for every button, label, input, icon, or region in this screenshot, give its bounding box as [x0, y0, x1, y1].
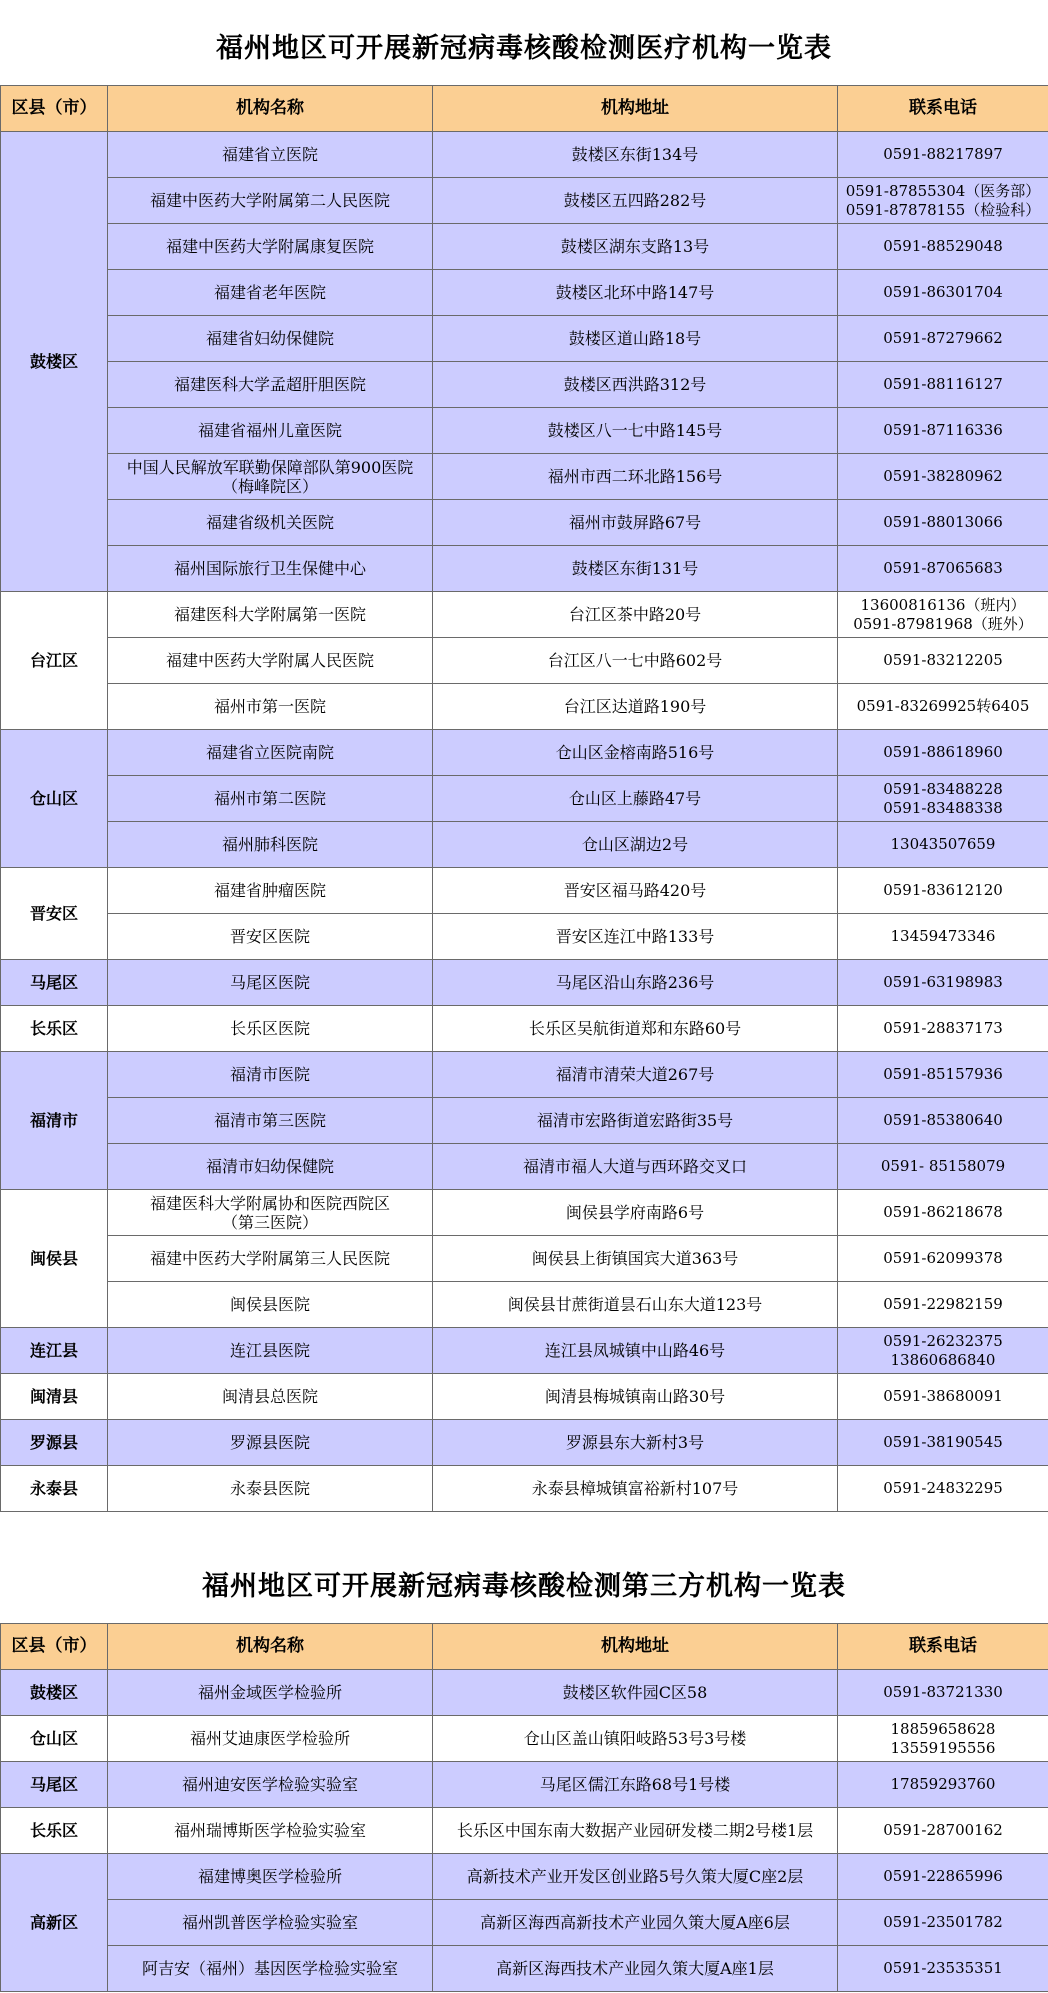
- institution-name-cell: [108, 960, 433, 1006]
- district-cell: 马尾区: [1, 960, 108, 1006]
- header-phone: 联系电话: [838, 86, 1048, 132]
- address-cell: 晋安区福马路420号: [433, 868, 838, 914]
- address-cell: 福清市宏路街道宏路街35号: [433, 1098, 838, 1144]
- institution-name-cell: [108, 592, 433, 638]
- table-row: [1, 1716, 1048, 1762]
- phone-cell: [838, 638, 1048, 684]
- institution-name-cell: [108, 270, 433, 316]
- phone-number: 0591-62099378: [883, 1249, 1003, 1267]
- phone-cell: [838, 960, 1048, 1006]
- phone-number: 0591-83721330: [883, 1683, 1003, 1701]
- address-cell: 福清市清荣大道267号: [433, 1052, 838, 1098]
- table-row: [1, 1420, 1048, 1466]
- institution-name: 福建医科大学附属第一医院: [173, 605, 366, 624]
- address-cell: 鼓楼区东街134号: [433, 132, 838, 178]
- address-cell: 连江县凤城镇中山路46号: [433, 1328, 838, 1374]
- phone-cell: [838, 1762, 1048, 1808]
- phone-cell: [838, 408, 1048, 454]
- institution-name: 福建中医药大学附属人民医院: [165, 651, 374, 670]
- phone-number: 17859293760: [890, 1775, 996, 1793]
- institution-name: 福建中医药大学附属第二人民医院: [149, 191, 390, 210]
- phone-number: 0591-86218678: [883, 1203, 1003, 1221]
- phone-number-line2: 0591-83488338: [883, 798, 1003, 817]
- address-cell: 福清市福人大道与西环路交叉口: [433, 1144, 838, 1190]
- institution-name: 福建博奥医学检验所: [197, 1867, 342, 1886]
- address-cell: 仓山区湖边2号: [433, 822, 838, 868]
- institution-name-cell: [108, 1052, 433, 1098]
- institution-name: 永泰县医院: [229, 1479, 310, 1498]
- district-cell: 闽清县: [1, 1374, 108, 1420]
- institution-name-cell: [108, 224, 433, 270]
- phone-cell: [838, 1282, 1048, 1328]
- table-row: [1, 592, 1048, 638]
- table-row: [1, 1900, 1048, 1946]
- institution-name: 福州金域医学检验所: [197, 1683, 342, 1702]
- institution-name-cell: [108, 868, 433, 914]
- phone-number: 0591-87855304（医务部）: [845, 181, 1041, 200]
- phone-number: 0591-22982159: [883, 1295, 1003, 1313]
- institution-name-cell: [108, 822, 433, 868]
- phone-number-line2: 0591-87981968（班外）: [853, 614, 1033, 633]
- phone-number: 18859658628: [890, 1719, 996, 1738]
- header-phone: 联系电话: [838, 1624, 1048, 1670]
- institution-name: 闽清县总医院: [221, 1387, 318, 1406]
- address-cell: 仓山区金榕南路516号: [433, 730, 838, 776]
- address-cell: 高新区海西技术产业园久策大厦A座1层: [433, 1946, 838, 1992]
- institution-name: 福州肺科医院: [221, 835, 318, 854]
- institution-name-cell: [108, 684, 433, 730]
- phone-number: 0591-23535351: [883, 1959, 1003, 1977]
- table-row: [1, 224, 1048, 270]
- institution-name: 福建省立医院南院: [205, 743, 334, 762]
- third-party-institutions-title: 福州地区可开展新冠病毒核酸检测第三方机构一览表: [202, 1571, 846, 1602]
- phone-number: 0591-83612120: [883, 881, 1003, 899]
- phone-number: 0591-38680091: [883, 1387, 1003, 1405]
- institution-name-cell: [108, 1236, 433, 1282]
- header-district: 区县（市）: [1, 86, 108, 132]
- institution-name: 马尾区医院: [229, 973, 310, 992]
- phone-cell: [838, 132, 1048, 178]
- institution-name: 罗源县医院: [229, 1433, 310, 1452]
- phone-cell: [838, 1098, 1048, 1144]
- address-cell: 鼓楼区北环中路147号: [433, 270, 838, 316]
- phone-number: 0591-88217897: [883, 145, 1003, 163]
- address-cell: 长乐区吴航街道郑和东路60号: [433, 1006, 838, 1052]
- phone-number: 13043507659: [890, 835, 996, 853]
- table-row: [1, 1052, 1048, 1098]
- phone-number: 0591-24832295: [883, 1479, 1003, 1497]
- table-row: [1, 914, 1048, 960]
- district-cell: 长乐区: [1, 1808, 108, 1854]
- phone-cell: [838, 1808, 1048, 1854]
- institution-name-cell: [108, 1466, 433, 1512]
- medical-institutions-table: [0, 85, 1048, 1512]
- table-row: [1, 1854, 1048, 1900]
- institution-name: 福州市第二医院: [213, 789, 326, 808]
- institution-name-cell: [108, 1374, 433, 1420]
- phone-cell: [838, 546, 1048, 592]
- table-row: [1, 638, 1048, 684]
- phone-number: 0591-85157936: [883, 1065, 1003, 1083]
- phone-number: 0591-88529048: [883, 237, 1003, 255]
- address-cell: 永泰县樟城镇富裕新村107号: [433, 1466, 838, 1512]
- institution-name-cell: [108, 1854, 433, 1900]
- medical-institutions-title: 福州地区可开展新冠病毒核酸检测医疗机构一览表: [216, 33, 832, 64]
- institution-name: 闽侯县医院: [229, 1295, 310, 1314]
- phone-cell: [838, 1144, 1048, 1190]
- institution-name: 中国人民解放军联勤保障部队第900医院: [126, 457, 414, 477]
- table-row: [1, 316, 1048, 362]
- district-cell: 鼓楼区: [1, 132, 108, 592]
- institution-name: 福州市第一医院: [213, 697, 326, 716]
- phone-number: 13600816136（班内）: [860, 595, 1026, 614]
- table-row: [1, 270, 1048, 316]
- address-cell: 马尾区沿山东路236号: [433, 960, 838, 1006]
- address-cell: 台江区八一七中路602号: [433, 638, 838, 684]
- address-cell: 仓山区上藤路47号: [433, 776, 838, 822]
- institution-name: 福建省立医院: [221, 145, 318, 164]
- table-row: [1, 1946, 1048, 1992]
- district-cell: 仓山区: [1, 1716, 108, 1762]
- institution-name: 福建省福州儿童医院: [197, 421, 342, 440]
- address-cell: 罗源县东大新村3号: [433, 1420, 838, 1466]
- address-cell: 福州市鼓屏路67号: [433, 500, 838, 546]
- institution-name-cell: [108, 132, 433, 178]
- phone-cell: [838, 1900, 1048, 1946]
- table-row: [1, 178, 1048, 224]
- institution-name: 福州国际旅行卫生保健中心: [173, 559, 366, 578]
- phone-number: 0591-38190545: [883, 1433, 1003, 1451]
- institution-name: 福建中医药大学附属康复医院: [165, 237, 374, 256]
- phone-cell: [838, 500, 1048, 546]
- phone-number-line2: 13860686840: [890, 1350, 996, 1369]
- district-cell: 仓山区: [1, 730, 108, 868]
- table-row: [1, 500, 1048, 546]
- phone-cell: [838, 1374, 1048, 1420]
- phone-cell: [838, 1190, 1048, 1236]
- phone-cell: [838, 454, 1048, 500]
- phone-number: 0591-86301704: [883, 283, 1003, 301]
- table-header-row: [1, 1624, 1048, 1670]
- table-row: [1, 1282, 1048, 1328]
- address-cell: 鼓楼区西洪路312号: [433, 362, 838, 408]
- table-row: [1, 1098, 1048, 1144]
- phone-number: 0591-88013066: [883, 513, 1003, 531]
- table-row: [1, 1144, 1048, 1190]
- phone-cell: [838, 822, 1048, 868]
- table-row: [1, 1236, 1048, 1282]
- institution-name-cell: [108, 730, 433, 776]
- district-cell: 鼓楼区: [1, 1670, 108, 1716]
- phone-number: 13459473346: [890, 927, 996, 945]
- institution-name-cell: [108, 1946, 433, 1992]
- table-row: [1, 1466, 1048, 1512]
- district-cell: 台江区: [1, 592, 108, 730]
- address-cell: 仓山区盖山镇阳岐路53号3号楼: [433, 1716, 838, 1762]
- institution-name: 福州凯普医学检验实验室: [181, 1913, 358, 1932]
- institution-name: 福清市医院: [229, 1065, 310, 1084]
- district-cell: 罗源县: [1, 1420, 108, 1466]
- address-cell: 鼓楼区湖东支路13号: [433, 224, 838, 270]
- institution-name-cell: [108, 454, 433, 500]
- address-cell: 高新技术产业开发区创业路5号久策大厦C座2层: [433, 1854, 838, 1900]
- phone-cell: [838, 684, 1048, 730]
- institution-name: 福建省级机关医院: [205, 513, 334, 532]
- header-name: 机构名称: [108, 86, 433, 132]
- institution-name: 福建医科大学孟超肝胆医院: [173, 375, 366, 394]
- address-cell: 马尾区儒江东路68号1号楼: [433, 1762, 838, 1808]
- institution-name-cell: [108, 1190, 433, 1236]
- phone-cell: [838, 1052, 1048, 1098]
- header-name: 机构名称: [108, 1624, 433, 1670]
- phone-number: 0591-26232375: [883, 1331, 1003, 1350]
- table-header-row: [1, 86, 1048, 132]
- institution-name: 福清市第三医院: [213, 1111, 326, 1130]
- district-cell: 马尾区: [1, 1762, 108, 1808]
- table-row: [1, 546, 1048, 592]
- phone-cell: [838, 914, 1048, 960]
- table-row: [1, 868, 1048, 914]
- phone-cell: [838, 1420, 1048, 1466]
- institution-name: 连江县医院: [229, 1341, 310, 1360]
- phone-cell: [838, 1328, 1048, 1374]
- table-row: [1, 1374, 1048, 1420]
- institution-name-cell: [108, 1900, 433, 1946]
- phone-number: 0591-87065683: [883, 559, 1003, 577]
- address-cell: 福州市西二环北路156号: [433, 454, 838, 500]
- table-row: [1, 960, 1048, 1006]
- institution-name: 阿吉安（福州）基因医学检验实验室: [141, 1959, 398, 1978]
- address-cell: 闽侯县上街镇国宾大道363号: [433, 1236, 838, 1282]
- phone-cell: [838, 1854, 1048, 1900]
- phone-cell: [838, 1670, 1048, 1716]
- phone-number-line2: 0591-87878155（检验科）: [845, 200, 1041, 219]
- phone-cell: [838, 1946, 1048, 1992]
- phone-cell: [838, 178, 1048, 224]
- institution-name-cell: [108, 776, 433, 822]
- phone-number: 0591-83269925转6405: [856, 697, 1030, 715]
- district-cell: 闽侯县: [1, 1190, 108, 1328]
- phone-cell: [838, 730, 1048, 776]
- address-cell: 台江区茶中路20号: [433, 592, 838, 638]
- phone-number: 0591-28837173: [883, 1019, 1003, 1037]
- institution-name: 福建省老年医院: [213, 283, 326, 302]
- institution-name-cell: [108, 546, 433, 592]
- address-cell: 鼓楼区八一七中路145号: [433, 408, 838, 454]
- table-row: [1, 1328, 1048, 1374]
- institution-name-cell: [108, 178, 433, 224]
- address-cell: 闽侯县学府南路6号: [433, 1190, 838, 1236]
- institution-name-cell: [108, 500, 433, 546]
- institution-name-cell: [108, 1716, 433, 1762]
- table-row: [1, 1190, 1048, 1236]
- phone-number: 0591-85380640: [883, 1111, 1003, 1129]
- institution-name: 福建省妇幼保健院: [205, 329, 334, 348]
- phone-cell: [838, 1236, 1048, 1282]
- table-row: [1, 1006, 1048, 1052]
- institution-name: 长乐区医院: [229, 1019, 310, 1038]
- district-cell: 连江县: [1, 1328, 108, 1374]
- district-cell: 永泰县: [1, 1466, 108, 1512]
- institution-name-cell: [108, 1762, 433, 1808]
- institution-name: 晋安区医院: [229, 927, 310, 946]
- institution-name-cell: [108, 408, 433, 454]
- institution-name-cell: [108, 1808, 433, 1854]
- institution-name-cell: [108, 1282, 433, 1328]
- phone-cell: [838, 362, 1048, 408]
- address-cell: 长乐区中国东南大数据产业园研发楼二期2号楼1层: [433, 1808, 838, 1854]
- institution-name-cell: [108, 1006, 433, 1052]
- institution-name: 福州迪安医学检验实验室: [181, 1775, 358, 1794]
- institution-name-cell: [108, 638, 433, 684]
- phone-cell: [838, 270, 1048, 316]
- address-cell: 台江区达道路190号: [433, 684, 838, 730]
- phone-cell: [838, 224, 1048, 270]
- phone-number: 0591-38280962: [883, 467, 1003, 485]
- institution-name: 福建中医药大学附属第三人民医院: [149, 1249, 390, 1268]
- institution-name-cell: [108, 914, 433, 960]
- institution-name-cell: [108, 362, 433, 408]
- institution-name: 福建医科大学附属协和医院西院区: [149, 1193, 390, 1213]
- address-cell: 鼓楼区软件园C区58: [433, 1670, 838, 1716]
- address-cell: 高新区海西高新技术产业园久策大厦A座6层: [433, 1900, 838, 1946]
- institution-name-cell: [108, 1144, 433, 1190]
- institution-name: 福清市妇幼保健院: [205, 1157, 334, 1176]
- phone-number: 0591-83488228: [883, 779, 1003, 798]
- address-cell: 闽侯县甘蔗街道昙石山东大道123号: [433, 1282, 838, 1328]
- address-cell: 晋安区连江中路133号: [433, 914, 838, 960]
- phone-cell: [838, 1716, 1048, 1762]
- institution-name: 福建省肿瘤医院: [213, 881, 326, 900]
- institution-name-cell: [108, 1328, 433, 1374]
- phone-number: 0591-87116336: [883, 421, 1003, 439]
- district-cell: 长乐区: [1, 1006, 108, 1052]
- institution-name-cell: [108, 316, 433, 362]
- address-cell: 鼓楼区道山路18号: [433, 316, 838, 362]
- table-row: [1, 454, 1048, 500]
- table-row: [1, 1762, 1048, 1808]
- phone-cell: [838, 1006, 1048, 1052]
- institution-name-line2: （梅峰院区）: [221, 476, 318, 496]
- institution-name-line2: （第三医院）: [221, 1212, 318, 1232]
- phone-number: 0591-88618960: [883, 743, 1003, 761]
- phone-number: 0591-63198983: [883, 973, 1003, 991]
- header-address: 机构地址: [433, 1624, 838, 1670]
- phone-number-line2: 13559195556: [890, 1738, 996, 1757]
- institution-name-cell: [108, 1098, 433, 1144]
- phone-cell: [838, 592, 1048, 638]
- phone-cell: [838, 1466, 1048, 1512]
- table-row: [1, 730, 1048, 776]
- table-row: [1, 408, 1048, 454]
- phone-number: 0591-83212205: [883, 651, 1003, 669]
- phone-number: 0591-23501782: [883, 1913, 1003, 1931]
- phone-number: 0591-88116127: [883, 375, 1003, 393]
- phone-number: 0591-28700162: [883, 1821, 1003, 1839]
- third-party-institutions-table: [0, 1623, 1048, 1992]
- institution-name: 福州瑞博斯医学检验实验室: [173, 1821, 366, 1840]
- institution-name-cell: [108, 1420, 433, 1466]
- district-cell: 高新区: [1, 1854, 108, 1992]
- phone-number: 0591-87279662: [883, 329, 1003, 347]
- address-cell: 闽清县梅城镇南山路30号: [433, 1374, 838, 1420]
- address-cell: 鼓楼区东街131号: [433, 546, 838, 592]
- district-cell: 福清市: [1, 1052, 108, 1190]
- district-cell: 晋安区: [1, 868, 108, 960]
- table-row: [1, 1808, 1048, 1854]
- phone-number: 0591-22865996: [883, 1867, 1003, 1885]
- phone-number: 0591- 85158079: [880, 1157, 1006, 1175]
- phone-cell: [838, 776, 1048, 822]
- header-district: 区县（市）: [1, 1624, 108, 1670]
- institution-name-cell: [108, 1670, 433, 1716]
- table-row: [1, 684, 1048, 730]
- institution-name: 福州艾迪康医学检验所: [189, 1729, 350, 1748]
- table-row: [1, 362, 1048, 408]
- table-row: [1, 1670, 1048, 1716]
- table-row: [1, 822, 1048, 868]
- phone-cell: [838, 316, 1048, 362]
- header-address: 机构地址: [433, 86, 838, 132]
- table-row: [1, 132, 1048, 178]
- phone-cell: [838, 868, 1048, 914]
- table-row: [1, 776, 1048, 822]
- address-cell: 鼓楼区五四路282号: [433, 178, 838, 224]
